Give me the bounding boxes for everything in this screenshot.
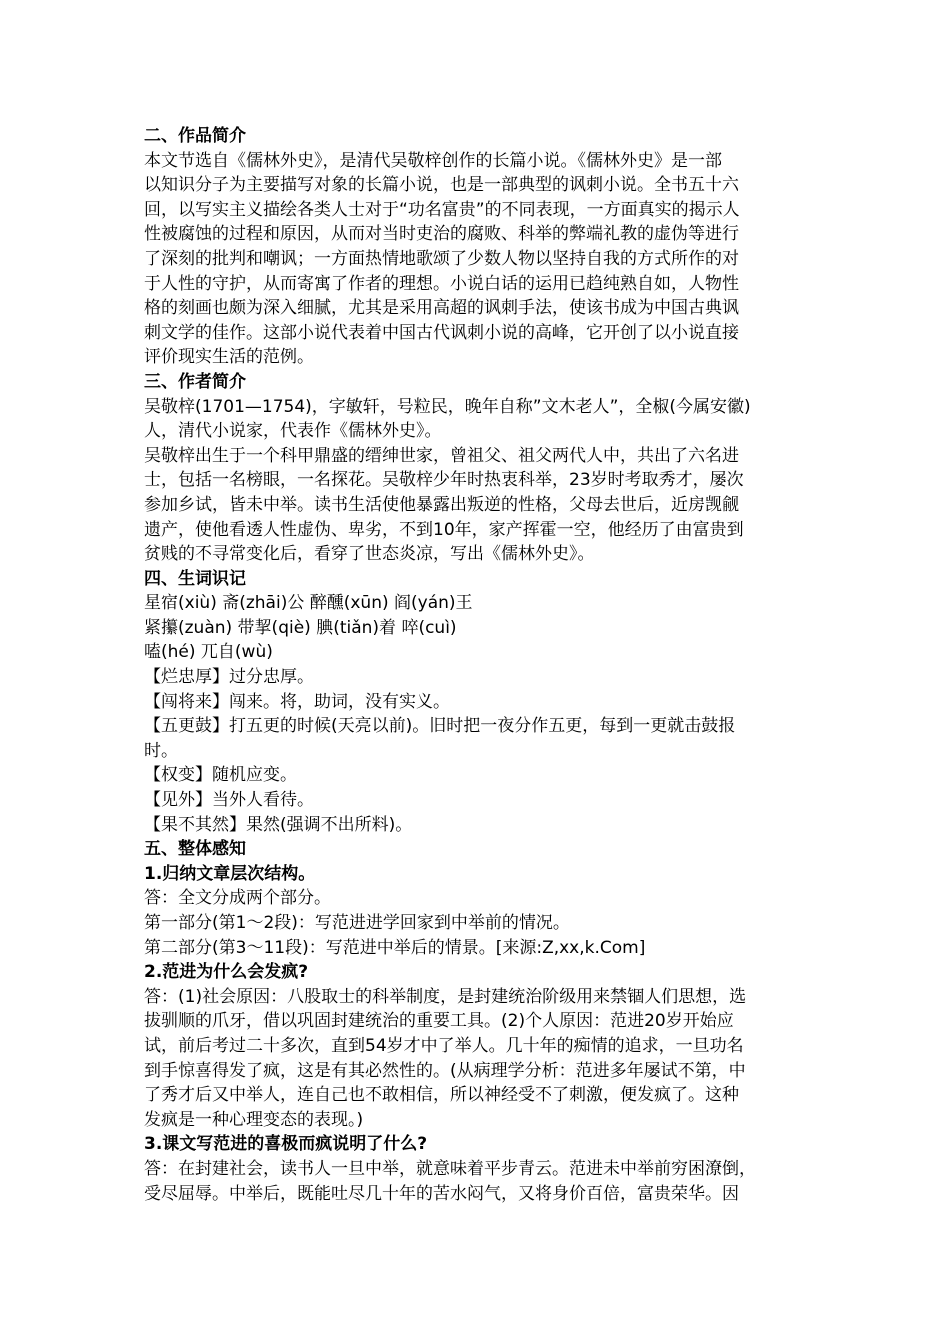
text-line: 【见外】当外人看待。 [144, 790, 314, 811]
text-line: 答：在封建社会，读书人一旦中举，就意味着平步青云。范进未中举前穷困潦倒， [144, 1158, 756, 1179]
text-line: 第二部分(第3～11段)：写范进中举后的情景。[来源:Z,xx,k.Com] [144, 937, 646, 958]
text-line: 试，前后考过二十多次，直到54岁才中了举人。几十年的痴情的追求，一旦功名 [144, 1035, 744, 1056]
text-line: 【五更鼓】打五更的时候(天亮以前)。旧时把一夜分作五更，每到一更就击鼓报 [144, 716, 736, 737]
document-body [144, 124, 808, 1206]
section-heading: 二、作品简介 [144, 126, 246, 146]
text-line: 以知识分子为主要描写对象的长篇小说，也是一部典型的讽刺小说。全书五十六 [144, 175, 739, 196]
text-line: 嗑(hé) 兀自(wù) [144, 642, 273, 663]
text-line: 刺文学的佳作。这部小说代表着中国古代讽刺小说的高峰，它开创了以小说直接 [144, 322, 739, 343]
text-line: 贫贱的不寻常变化后，看穿了世态炎凉，写出《儒林外史》。 [144, 544, 595, 565]
text-line: 了秀才后又中举人，连自己也不敢相信，所以神经受不了刺激，便发疯了。这种 [144, 1085, 739, 1106]
text-line: 到手惊喜得发了疯，这是有其必然性的。(从病理学分析：范进多年屡试不第，中 [144, 1060, 746, 1081]
text-line: 人，清代小说家，代表作《儒林外史》。 [144, 421, 442, 442]
text-line: 了深刻的批判和嘲讽；一方面热情地歌颂了少数人物以坚持自我的方式所作的对 [144, 248, 739, 269]
section-heading: 五、整体感知 [144, 839, 246, 860]
text-line: 吴敬梓出生于一个科甲鼎盛的缙绅世家，曾祖父、祖父两代人中，共出了六名进 [144, 445, 739, 466]
text-line: 士，包括一名榜眼，一名探花。吴敬梓少年时热衷科举，23岁时考取秀才，屡次 [144, 470, 744, 491]
text-line: 受尽屈辱。中举后，既能吐尽几十年的苦水闷气，又将身价百倍，富贵荣华。因 [144, 1183, 739, 1204]
section-heading: 3.课文写范进的喜极而疯说明了什么? [144, 1134, 428, 1155]
text-line: 发疯是一种心理变态的表现。) [144, 1109, 364, 1130]
section-heading: 2.范进为什么会发疯? [144, 962, 309, 983]
text-line: 于人性的守护，从而寄寓了作者的理想。小说白话的运用已趋纯熟自如，人物性 [144, 273, 739, 294]
section-heading: 1.归纳文章层次结构。 [144, 863, 316, 884]
text-line: 【权变】随机应变。 [144, 765, 297, 786]
text-line: 时。 [144, 740, 178, 761]
text-line: 性被腐蚀的过程和原因，从而对当时吏治的腐败、科举的弊端礼教的虚伪等进行 [144, 224, 739, 245]
text-line: 答：(1)社会原因：八股取士的科举制度，是封建统治阶级用来禁锢人们思想，选 [144, 986, 747, 1007]
text-line: 评价现实生活的范例。 [144, 347, 314, 368]
section-heading: 四、生词识记 [144, 568, 246, 589]
text-line: 第一部分(第1～2段)：写范进进学回家到中举前的情况。 [144, 913, 570, 933]
text-line: 【闯将来】闯来。将，助词，没有实义。 [144, 691, 450, 712]
text-line: 回，以写实主义描绘各类人士对于“功名富贵”的不同表现，一方面真实的揭示人 [144, 199, 740, 220]
text-line: 紧攥(zuàn) 带挈(qiè) 腆(tiǎn)着 啐(cuì) [144, 617, 457, 638]
text-line: 星宿(xiù) 斋(zhāi)公 醉醺(xūn) 阎(yán)王 [144, 593, 473, 614]
text-line: 答：全文分成两个部分。 [144, 888, 331, 909]
text-line: 【果不其然】果然(强调不出所料)。 [144, 814, 413, 835]
section-heading: 三、作者简介 [144, 371, 246, 392]
text-line: 拔驯顺的爪牙，借以巩固封建统治的重要工具。(2)个人原因：范进20岁开始应 [144, 1011, 734, 1032]
text-line: 格的刻画也颇为深入细腻，尤其是采用高超的讽刺手法，使该书成为中国古典讽 [144, 298, 739, 319]
text-line: 吴敬梓(1701—1754)，字敏轩，号粒民，晚年自称”文木老人”，全椒(今属安徽) [144, 396, 751, 417]
text-line: 【烂忠厚】过分忠厚。 [144, 667, 314, 688]
text-line: 遗产，使他看透人性虚伪、卑劣，不到10年，家产挥霍一空，他经历了由富贵到 [144, 519, 744, 540]
text-line: 本文节选自《儒林外史》，是清代吴敬梓创作的长篇小说。《儒林外史》是一部 [144, 150, 722, 171]
text-line: 参加乡试，皆未中举。读书生活使他暴露出叛逆的性格，父母去世后，近房觊觎 [144, 494, 739, 515]
